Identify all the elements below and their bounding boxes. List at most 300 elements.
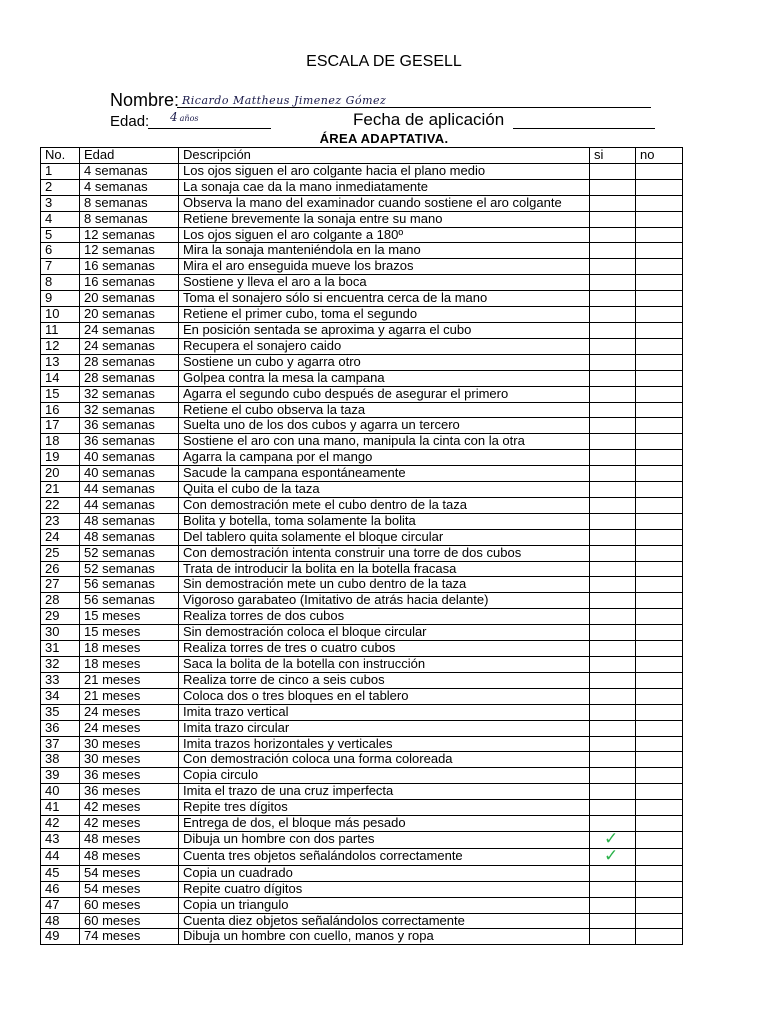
row-descripcion: Retiene el primer cubo, toma el segundo <box>179 307 590 323</box>
table-row <box>41 179 683 195</box>
row-descripcion: Imita trazo circular <box>179 720 590 736</box>
row-no-cell[interactable] <box>636 768 683 784</box>
row-si-cell[interactable] <box>590 784 636 800</box>
row-descripcion: Retiene el cubo observa la taza <box>179 402 590 418</box>
row-descripcion: Con demostración intenta construir una torre de dos cubos <box>179 545 590 561</box>
table-row <box>41 831 683 848</box>
checkmark-icon: ✓ <box>604 848 619 865</box>
row-si-cell[interactable] <box>590 577 636 593</box>
row-descripcion: Retiene brevemente la sonaja entre su mano <box>179 211 590 227</box>
table-row <box>41 577 683 593</box>
row-edad: 48 meses <box>80 831 179 848</box>
row-si-cell[interactable] <box>590 752 636 768</box>
row-si-cell[interactable] <box>590 593 636 609</box>
table-row <box>41 307 683 323</box>
row-si-cell[interactable] <box>590 625 636 641</box>
table-row <box>41 322 683 338</box>
row-edad: 60 meses <box>80 897 179 913</box>
row-si-cell[interactable] <box>590 704 636 720</box>
row-descripcion: Repite tres dígitos <box>179 800 590 816</box>
header-descripcion: Descripción <box>179 148 590 164</box>
nombre-label: Nombre: <box>110 90 180 110</box>
row-edad: 4 semanas <box>80 179 179 195</box>
row-no-cell[interactable] <box>636 672 683 688</box>
row-no-cell[interactable] <box>636 800 683 816</box>
row-number: 1 <box>41 163 80 179</box>
table-row <box>41 752 683 768</box>
row-descripcion: Mira el aro enseguida mueve los brazos <box>179 259 590 275</box>
table-row <box>41 259 683 275</box>
row-si-cell[interactable] <box>590 768 636 784</box>
row-no-cell[interactable] <box>636 179 683 195</box>
row-no-cell[interactable] <box>636 211 683 227</box>
table-row <box>41 865 683 881</box>
row-si-cell[interactable] <box>590 688 636 704</box>
row-si-cell[interactable] <box>590 195 636 211</box>
row-descripcion: Entrega de dos, el bloque más pesado <box>179 816 590 832</box>
table-row <box>41 736 683 752</box>
row-si-cell[interactable] <box>590 322 636 338</box>
row-si-cell[interactable] <box>590 561 636 577</box>
area-heading: ÁREA ADAPTATIVA. <box>319 131 449 146</box>
table-row <box>41 163 683 179</box>
row-no-cell[interactable] <box>636 275 683 291</box>
row-si-cell[interactable] <box>590 497 636 513</box>
row-edad: 16 semanas <box>80 275 179 291</box>
row-no-cell[interactable] <box>636 897 683 913</box>
row-edad: 48 semanas <box>80 513 179 529</box>
row-edad: 24 meses <box>80 720 179 736</box>
table-row <box>41 195 683 211</box>
row-number: 12 <box>41 338 80 354</box>
edad-field-line <box>148 128 271 129</box>
row-si-cell[interactable] <box>590 720 636 736</box>
assessment-table <box>40 147 683 945</box>
row-descripcion: Copia un triangulo <box>179 897 590 913</box>
table-row <box>41 720 683 736</box>
row-si-cell[interactable] <box>590 179 636 195</box>
row-number: 48 <box>41 913 80 929</box>
row-number: 20 <box>41 466 80 482</box>
row-edad: 12 semanas <box>80 243 179 259</box>
row-descripcion: La sonaja cae da la mano inmediatamente <box>179 179 590 195</box>
table-row <box>41 929 683 945</box>
row-number: 37 <box>41 736 80 752</box>
row-descripcion: Realiza torres de tres o cuatro cubos <box>179 641 590 657</box>
row-no-cell[interactable] <box>636 720 683 736</box>
row-edad: 15 meses <box>80 625 179 641</box>
row-descripcion: Sin demostración coloca el bloque circular <box>179 625 590 641</box>
row-si-cell[interactable] <box>590 434 636 450</box>
row-no-cell[interactable] <box>636 865 683 881</box>
row-si-cell[interactable] <box>590 211 636 227</box>
row-number: 19 <box>41 450 80 466</box>
row-number: 16 <box>41 402 80 418</box>
document-title: ESCALA DE GESELL <box>306 53 462 70</box>
row-no-cell[interactable] <box>636 338 683 354</box>
row-si-cell[interactable] <box>590 243 636 259</box>
row-edad: 20 semanas <box>80 291 179 307</box>
row-no-cell[interactable] <box>636 831 683 848</box>
row-si-cell[interactable] <box>590 929 636 945</box>
row-no-cell[interactable] <box>636 704 683 720</box>
row-si-cell[interactable] <box>590 370 636 386</box>
row-descripcion: Copia circulo <box>179 768 590 784</box>
row-si-cell[interactable] <box>590 418 636 434</box>
row-descripcion: Sostiene el aro con una mano, manipula la cinta con la otra <box>179 434 590 450</box>
row-edad: 48 meses <box>80 848 179 865</box>
row-edad: 54 meses <box>80 865 179 881</box>
row-no-cell[interactable] <box>636 322 683 338</box>
table-row <box>41 897 683 913</box>
row-no-cell[interactable] <box>636 497 683 513</box>
row-descripcion: Con demostración coloca una forma coloreada <box>179 752 590 768</box>
row-si-cell[interactable] <box>590 657 636 673</box>
row-number: 27 <box>41 577 80 593</box>
row-descripcion: Saca la bolita de la botella con instrucción <box>179 657 590 673</box>
table-body <box>41 163 683 944</box>
row-no-cell[interactable] <box>636 913 683 929</box>
row-descripcion: Con demostración mete el cubo dentro de la taza <box>179 497 590 513</box>
table-row <box>41 545 683 561</box>
row-no-cell[interactable] <box>636 641 683 657</box>
row-no-cell[interactable] <box>636 577 683 593</box>
row-edad: 60 meses <box>80 913 179 929</box>
row-number: 31 <box>41 641 80 657</box>
row-number: 33 <box>41 672 80 688</box>
edad-unit: años <box>179 114 199 123</box>
row-edad: 12 semanas <box>80 227 179 243</box>
row-edad: 48 semanas <box>80 529 179 545</box>
row-si-cell[interactable] <box>590 227 636 243</box>
row-number: 32 <box>41 657 80 673</box>
row-no-cell[interactable] <box>636 450 683 466</box>
row-edad: 36 meses <box>80 784 179 800</box>
row-si-cell[interactable] <box>590 338 636 354</box>
row-number: 13 <box>41 354 80 370</box>
table-row <box>41 848 683 865</box>
row-descripcion: Del tablero quita solamente el bloque circular <box>179 529 590 545</box>
row-edad: 32 semanas <box>80 386 179 402</box>
row-descripcion: Realiza torres de dos cubos <box>179 609 590 625</box>
row-no-cell[interactable] <box>636 354 683 370</box>
header-si: si <box>590 148 636 164</box>
table-header-row <box>41 148 683 164</box>
row-no-cell[interactable] <box>636 243 683 259</box>
row-si-cell[interactable] <box>590 672 636 688</box>
table-row <box>41 913 683 929</box>
row-si-cell[interactable] <box>590 545 636 561</box>
row-edad: 21 meses <box>80 688 179 704</box>
row-si-cell[interactable] <box>590 513 636 529</box>
row-edad: 8 semanas <box>80 211 179 227</box>
edad-number: 4 <box>170 110 178 124</box>
row-edad: 20 semanas <box>80 307 179 323</box>
edad-label: Edad: <box>110 113 150 130</box>
row-number: 6 <box>41 243 80 259</box>
row-no-cell[interactable] <box>636 291 683 307</box>
row-number: 5 <box>41 227 80 243</box>
row-no-cell[interactable] <box>636 434 683 450</box>
row-number: 17 <box>41 418 80 434</box>
row-no-cell[interactable] <box>636 561 683 577</box>
row-descripcion: Mira la sonaja manteniéndola en la mano <box>179 243 590 259</box>
row-descripcion: Coloca dos o tres bloques en el tablero <box>179 688 590 704</box>
row-si-cell[interactable] <box>590 736 636 752</box>
row-number: 49 <box>41 929 80 945</box>
row-number: 47 <box>41 897 80 913</box>
row-edad: 18 meses <box>80 641 179 657</box>
row-si-cell[interactable] <box>590 354 636 370</box>
row-si-cell[interactable] <box>590 800 636 816</box>
row-edad: 36 meses <box>80 768 179 784</box>
edad-handwritten-value <box>170 110 198 124</box>
table-row <box>41 354 683 370</box>
table-row <box>41 561 683 577</box>
row-edad: 28 semanas <box>80 370 179 386</box>
row-si-cell[interactable] <box>590 275 636 291</box>
table-row <box>41 370 683 386</box>
row-number: 44 <box>41 848 80 865</box>
row-edad: 40 semanas <box>80 450 179 466</box>
row-descripcion: Repite cuatro dígitos <box>179 881 590 897</box>
row-number: 2 <box>41 179 80 195</box>
row-number: 11 <box>41 322 80 338</box>
table-row <box>41 227 683 243</box>
row-no-cell[interactable] <box>636 529 683 545</box>
row-descripcion: Cuenta tres objetos señalándolos correctamente <box>179 848 590 865</box>
row-number: 9 <box>41 291 80 307</box>
row-si-cell[interactable] <box>590 529 636 545</box>
row-edad: 21 meses <box>80 672 179 688</box>
row-si-cell[interactable] <box>590 881 636 897</box>
row-descripcion: Observa la mano del examinador cuando sostiene el aro colgante <box>179 195 590 211</box>
row-descripcion: Toma el sonajero sólo si encuentra cerca de la mano <box>179 291 590 307</box>
nombre-field-line <box>177 107 651 108</box>
row-edad: 56 semanas <box>80 593 179 609</box>
row-no-cell[interactable] <box>636 816 683 832</box>
row-number: 26 <box>41 561 80 577</box>
row-no-cell[interactable] <box>636 482 683 498</box>
row-si-cell[interactable] <box>590 913 636 929</box>
row-descripcion: Copia un cuadrado <box>179 865 590 881</box>
row-descripcion: Sostiene un cubo y agarra otro <box>179 354 590 370</box>
row-number: 15 <box>41 386 80 402</box>
row-edad: 36 semanas <box>80 418 179 434</box>
row-si-cell[interactable] <box>590 259 636 275</box>
row-no-cell[interactable] <box>636 418 683 434</box>
row-number: 40 <box>41 784 80 800</box>
row-edad: 30 meses <box>80 752 179 768</box>
row-descripcion: Agarra la campana por el mango <box>179 450 590 466</box>
row-edad: 52 semanas <box>80 561 179 577</box>
row-no-cell[interactable] <box>636 736 683 752</box>
row-no-cell[interactable] <box>636 752 683 768</box>
row-edad: 36 semanas <box>80 434 179 450</box>
row-descripcion: Sin demostración mete un cubo dentro de la taza <box>179 577 590 593</box>
row-descripcion: Imita el trazo de una cruz imperfecta <box>179 784 590 800</box>
row-si-cell[interactable] <box>590 897 636 913</box>
table-row <box>41 450 683 466</box>
row-edad: 54 meses <box>80 881 179 897</box>
row-edad: 56 semanas <box>80 577 179 593</box>
row-no-cell[interactable] <box>636 466 683 482</box>
row-number: 43 <box>41 831 80 848</box>
row-edad: 15 meses <box>80 609 179 625</box>
row-no-cell[interactable] <box>636 386 683 402</box>
row-no-cell[interactable] <box>636 593 683 609</box>
row-descripcion: En posición sentada se aproxima y agarra el cubo <box>179 322 590 338</box>
table-row <box>41 609 683 625</box>
header-no-col: no <box>636 148 683 164</box>
table-row <box>41 529 683 545</box>
row-no-cell[interactable] <box>636 163 683 179</box>
row-no-cell[interactable] <box>636 625 683 641</box>
row-edad: 44 semanas <box>80 497 179 513</box>
table-row <box>41 275 683 291</box>
row-edad: 42 meses <box>80 816 179 832</box>
row-number: 29 <box>41 609 80 625</box>
row-no-cell[interactable] <box>636 545 683 561</box>
row-descripcion: Los ojos siguen el aro colgante a 180º <box>179 227 590 243</box>
row-edad: 52 semanas <box>80 545 179 561</box>
table-row <box>41 672 683 688</box>
table-row <box>41 434 683 450</box>
row-descripcion: Cuenta diez objetos señalándolos correctamente <box>179 913 590 929</box>
row-descripcion: Golpea contra la mesa la campana <box>179 370 590 386</box>
row-number: 14 <box>41 370 80 386</box>
row-edad: 4 semanas <box>80 163 179 179</box>
row-number: 25 <box>41 545 80 561</box>
row-edad: 18 meses <box>80 657 179 673</box>
row-descripcion: Trata de introducir la bolita en la botella fracasa <box>179 561 590 577</box>
row-number: 24 <box>41 529 80 545</box>
row-number: 35 <box>41 704 80 720</box>
row-si-cell[interactable] <box>590 291 636 307</box>
row-number: 46 <box>41 881 80 897</box>
row-descripcion: Dibuja un hombre con dos partes <box>179 831 590 848</box>
row-descripcion: Sostiene y lleva el aro a la boca <box>179 275 590 291</box>
table-row <box>41 784 683 800</box>
row-descripcion: Agarra el segundo cubo después de asegurar el primero <box>179 386 590 402</box>
row-descripcion: Los ojos siguen el aro colgante hacia el plano medio <box>179 163 590 179</box>
table-row <box>41 338 683 354</box>
row-si-cell[interactable] <box>590 402 636 418</box>
table-row <box>41 800 683 816</box>
row-edad: 28 semanas <box>80 354 179 370</box>
row-no-cell[interactable] <box>636 609 683 625</box>
table-row <box>41 482 683 498</box>
row-no-cell[interactable] <box>636 657 683 673</box>
row-number: 39 <box>41 768 80 784</box>
row-descripcion: Suelta uno de los dos cubos y agarra un tercero <box>179 418 590 434</box>
row-no-cell[interactable] <box>636 259 683 275</box>
row-number: 41 <box>41 800 80 816</box>
header-no: No. <box>41 148 80 164</box>
row-no-cell[interactable] <box>636 881 683 897</box>
row-si-cell[interactable] <box>590 609 636 625</box>
row-si-cell[interactable] <box>590 450 636 466</box>
table-row <box>41 593 683 609</box>
row-descripcion: Vigoroso garabateo (Imitativo de atrás hacia delante) <box>179 593 590 609</box>
row-descripcion: Bolita y botella, toma solamente la bolita <box>179 513 590 529</box>
row-descripcion: Quita el cubo de la taza <box>179 482 590 498</box>
row-descripcion: Sacude la campana espontáneamente <box>179 466 590 482</box>
row-number: 8 <box>41 275 80 291</box>
row-si-cell[interactable] <box>590 386 636 402</box>
row-no-cell[interactable] <box>636 227 683 243</box>
row-no-cell[interactable] <box>636 195 683 211</box>
row-no-cell[interactable] <box>636 307 683 323</box>
row-number: 38 <box>41 752 80 768</box>
row-descripcion: Realiza torre de cinco a seis cubos <box>179 672 590 688</box>
row-no-cell[interactable] <box>636 848 683 865</box>
row-descripcion: Recupera el sonajero caido <box>179 338 590 354</box>
row-si-cell[interactable] <box>590 482 636 498</box>
table-row <box>41 243 683 259</box>
row-edad: 16 semanas <box>80 259 179 275</box>
row-si-cell[interactable] <box>590 466 636 482</box>
row-si-cell[interactable] <box>590 865 636 881</box>
table-row <box>41 688 683 704</box>
table-row <box>41 402 683 418</box>
row-si-cell[interactable] <box>590 848 636 865</box>
row-si-cell[interactable] <box>590 831 636 848</box>
row-no-cell[interactable] <box>636 402 683 418</box>
row-no-cell[interactable] <box>636 370 683 386</box>
row-number: 22 <box>41 497 80 513</box>
row-descripcion: Imita trazo vertical <box>179 704 590 720</box>
row-number: 3 <box>41 195 80 211</box>
table-row <box>41 211 683 227</box>
row-no-cell[interactable] <box>636 784 683 800</box>
row-si-cell[interactable] <box>590 641 636 657</box>
table-row <box>41 641 683 657</box>
table-row <box>41 704 683 720</box>
table-row <box>41 625 683 641</box>
row-si-cell[interactable] <box>590 163 636 179</box>
row-number: 30 <box>41 625 80 641</box>
row-si-cell[interactable] <box>590 816 636 832</box>
row-number: 7 <box>41 259 80 275</box>
row-edad: 8 semanas <box>80 195 179 211</box>
table-row <box>41 291 683 307</box>
row-edad: 24 semanas <box>80 338 179 354</box>
row-edad: 42 meses <box>80 800 179 816</box>
table-row <box>41 768 683 784</box>
nombre-handwritten-value: Ricardo Mattheus Jimenez Gómez <box>182 94 387 107</box>
row-number: 21 <box>41 482 80 498</box>
row-number: 18 <box>41 434 80 450</box>
fecha-field-line <box>513 128 655 129</box>
row-number: 23 <box>41 513 80 529</box>
table-row <box>41 466 683 482</box>
table-row <box>41 386 683 402</box>
checkmark-icon: ✓ <box>604 831 619 848</box>
row-no-cell[interactable] <box>636 513 683 529</box>
fecha-label: Fecha de aplicación <box>353 110 505 129</box>
row-edad: 44 semanas <box>80 482 179 498</box>
table-row <box>41 657 683 673</box>
row-si-cell[interactable] <box>590 307 636 323</box>
row-no-cell[interactable] <box>636 929 683 945</box>
row-no-cell[interactable] <box>636 688 683 704</box>
row-number: 4 <box>41 211 80 227</box>
table-row <box>41 418 683 434</box>
row-number: 42 <box>41 816 80 832</box>
table-row <box>41 881 683 897</box>
table-row <box>41 816 683 832</box>
